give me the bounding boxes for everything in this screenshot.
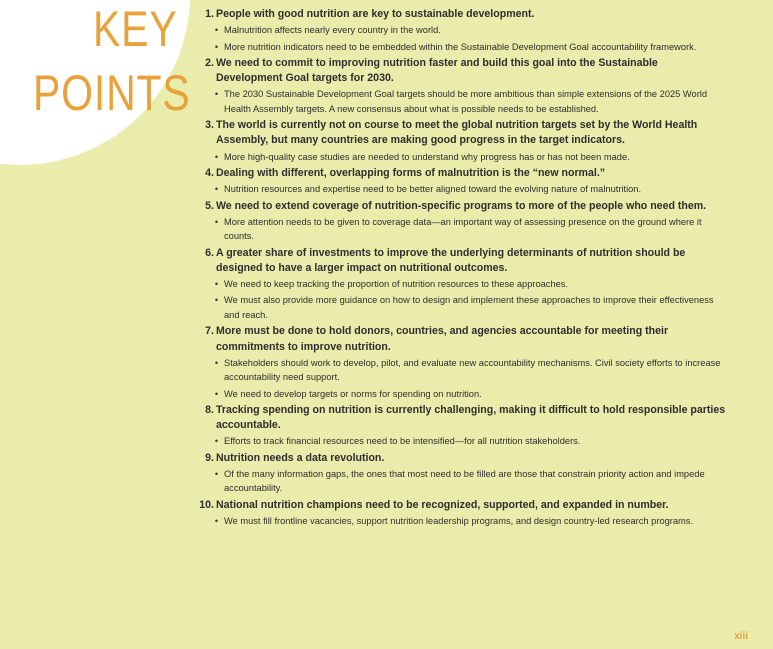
key-point-heading bbox=[191, 199, 726, 214]
key-point-heading bbox=[191, 7, 726, 22]
sub-point-list bbox=[191, 277, 726, 322]
key-point-text: A greater share of investments to improve the underlying determinants of nutrition should be designed to have a larger impact on nutritional outcomes. bbox=[216, 246, 686, 274]
key-point-text: People with good nutrition are key to sustainable development. bbox=[216, 8, 535, 20]
sub-point-text: We need to develop targets or norms for spending on nutrition. bbox=[224, 388, 482, 399]
sub-point bbox=[191, 150, 726, 164]
bullet-icon: • bbox=[214, 89, 218, 100]
bullet-icon: • bbox=[214, 151, 218, 162]
sub-point-list bbox=[191, 23, 726, 54]
key-point bbox=[191, 118, 726, 164]
sub-point-text: The 2030 Sustainable Development Goal targets should be more ambitious than simple extensions of the 2025 World Health Assembly targets. A new consensus about what is possible needs to be established. bbox=[224, 89, 708, 114]
sub-point-list bbox=[191, 150, 726, 164]
sub-point bbox=[191, 467, 726, 496]
sub-point-text: Of the many information gaps, the ones that most need to be filled are those that constrain priority action and impede accountability. bbox=[224, 468, 705, 494]
sub-point-list bbox=[191, 467, 726, 496]
key-point-text: Dealing with different, overlapping forms of malnutrition is the “new normal.” bbox=[216, 167, 606, 180]
sub-point bbox=[191, 387, 726, 401]
key-point-heading bbox=[191, 403, 726, 433]
sub-point-list bbox=[191, 182, 726, 196]
sub-point bbox=[191, 215, 726, 244]
key-point bbox=[191, 166, 726, 197]
key-point-heading bbox=[191, 166, 726, 181]
key-point bbox=[191, 403, 726, 449]
key-point-text: Nutrition needs a data revolution. bbox=[216, 451, 385, 464]
sub-point-list bbox=[191, 356, 726, 401]
sub-point bbox=[191, 182, 726, 196]
sub-point-text: Nutrition resources and expertise need to be better aligned toward the evolving nature of malnutrition. bbox=[224, 184, 642, 195]
key-point-text: We need to commit to improving nutrition faster and build this goal into the Sustainable Development Goal targets for 2030. bbox=[216, 57, 658, 85]
sub-point bbox=[191, 514, 726, 528]
sub-point-list bbox=[191, 434, 726, 448]
sub-point-list bbox=[191, 87, 726, 116]
page-number: xiii bbox=[734, 631, 748, 642]
sub-point-list bbox=[191, 215, 726, 244]
key-point-number: 5. bbox=[205, 199, 214, 212]
sub-point bbox=[191, 40, 726, 54]
sub-point-text: Efforts to track financial resources need to be intensified—for all nutrition stakeholders. bbox=[224, 436, 581, 447]
key-point-text: Tracking spending on nutrition is currently challenging, making it difficult to hold responsible parties accountable. bbox=[216, 403, 726, 432]
sub-point bbox=[191, 23, 726, 37]
key-point bbox=[191, 56, 726, 116]
key-point bbox=[191, 498, 726, 529]
bullet-icon: • bbox=[214, 25, 218, 36]
sub-point bbox=[191, 87, 726, 116]
key-point-number: 10. bbox=[199, 498, 214, 511]
key-point bbox=[191, 7, 726, 54]
key-point-number: 8. bbox=[205, 403, 214, 416]
bullet-icon: • bbox=[214, 357, 218, 368]
key-point-text: The world is currently not on course to meet the global nutrition targets set by the World Health Assembly, but many countries are making good progress in the target indicators. bbox=[216, 119, 698, 147]
key-point-heading bbox=[191, 118, 726, 148]
sub-point bbox=[191, 356, 726, 385]
bullet-icon: • bbox=[214, 436, 218, 447]
sub-point bbox=[191, 277, 726, 291]
bullet-icon: • bbox=[214, 279, 218, 290]
bullet-icon: • bbox=[214, 468, 218, 479]
sub-point-text: Stakeholders should work to develop, pilot, and evaluate new accountability mechanisms. Civil society efforts to increase accountability need support. bbox=[224, 357, 721, 383]
sub-point-text: We must also provide more guidance on how to design and implement these approaches to improve their effectiveness and reach. bbox=[224, 295, 714, 320]
bullet-icon: • bbox=[214, 184, 218, 195]
key-point-number: 7. bbox=[205, 325, 214, 338]
key-point-heading bbox=[191, 56, 726, 86]
bullet-icon: • bbox=[214, 295, 218, 306]
sub-point-text: We must fill frontline vacancies, support nutrition leadership programs, and design country-led research programs. bbox=[224, 515, 694, 526]
title-key: KEY bbox=[93, 1, 178, 57]
key-point-text: National nutrition champions need to be recognized, supported, and expanded in number. bbox=[216, 498, 669, 511]
sub-point-text: More nutrition indicators need to be embedded within the Sustainable Development Goal accountability framework. bbox=[224, 41, 697, 52]
sub-point-text: Malnutrition affects nearly every country in the world. bbox=[224, 25, 441, 36]
key-point-number: 2. bbox=[205, 57, 214, 70]
key-point-number: 1. bbox=[205, 8, 214, 20]
key-point-heading bbox=[191, 324, 726, 354]
key-point-heading bbox=[191, 498, 726, 513]
key-point-heading bbox=[191, 246, 726, 276]
key-point bbox=[191, 324, 726, 401]
sub-point bbox=[191, 293, 726, 322]
bullet-icon: • bbox=[214, 216, 218, 227]
bullet-icon: • bbox=[214, 41, 218, 52]
key-point-text: We need to extend coverage of nutrition-specific programs to more of the people who need them. bbox=[216, 199, 707, 212]
key-point-number: 3. bbox=[205, 119, 214, 132]
key-point-heading bbox=[191, 451, 726, 466]
key-point-text: More must be done to hold donors, countries, and agencies accountable for meeting their commitments to improve nutrition. bbox=[216, 325, 669, 353]
bullet-icon: • bbox=[214, 388, 218, 399]
key-point-number: 9. bbox=[205, 451, 214, 464]
sub-point-list bbox=[191, 514, 726, 528]
bullet-icon: • bbox=[214, 515, 218, 526]
sub-point-text: We need to keep tracking the proportion of nutrition resources to these approaches. bbox=[224, 279, 569, 290]
sub-point-text: More attention needs to be given to coverage data—an important way of assessing presence on the ground where it counts. bbox=[224, 216, 702, 242]
key-points-list bbox=[191, 7, 726, 530]
key-point bbox=[191, 246, 726, 323]
sub-point-text: More high-quality case studies are needed to understand why progress has or has not been made. bbox=[224, 151, 630, 162]
title-points: POINTS bbox=[33, 65, 191, 121]
sub-point bbox=[191, 434, 726, 448]
key-point-number: 4. bbox=[205, 167, 214, 180]
key-point bbox=[191, 199, 726, 244]
key-point-number: 6. bbox=[205, 246, 214, 259]
key-point bbox=[191, 451, 726, 496]
